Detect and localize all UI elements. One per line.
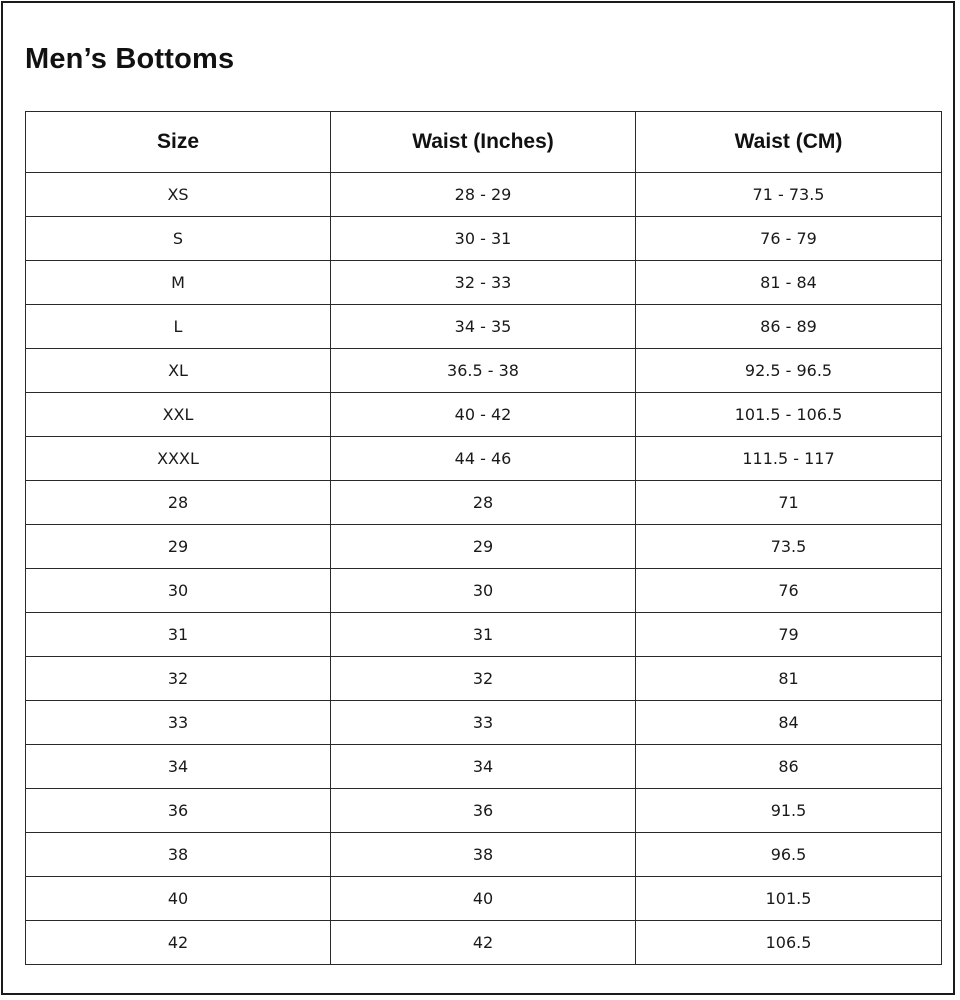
table-row bbox=[26, 569, 942, 613]
table-header-row bbox=[26, 112, 942, 173]
size-cell: XL bbox=[26, 349, 331, 393]
waist-inches-cell: 33 bbox=[331, 701, 636, 745]
waist-inches-cell: 36 bbox=[331, 789, 636, 833]
column-header-waist-cm: Waist (CM) bbox=[636, 112, 942, 173]
waist-inches-cell: 29 bbox=[331, 525, 636, 569]
waist-cm-cell: 73.5 bbox=[636, 525, 942, 569]
size-chart-table bbox=[25, 111, 942, 965]
size-cell: 29 bbox=[26, 525, 331, 569]
size-cell: 33 bbox=[26, 701, 331, 745]
size-cell: XXXL bbox=[26, 437, 331, 481]
waist-cm-cell: 111.5 - 117 bbox=[636, 437, 942, 481]
waist-cm-cell: 91.5 bbox=[636, 789, 942, 833]
waist-cm-cell: 76 bbox=[636, 569, 942, 613]
size-cell: XS bbox=[26, 173, 331, 217]
waist-inches-cell: 42 bbox=[331, 921, 636, 965]
waist-inches-cell: 32 bbox=[331, 657, 636, 701]
waist-cm-cell: 101.5 bbox=[636, 877, 942, 921]
waist-cm-cell: 86 - 89 bbox=[636, 305, 942, 349]
table-row bbox=[26, 525, 942, 569]
table-row bbox=[26, 349, 942, 393]
waist-inches-cell: 31 bbox=[331, 613, 636, 657]
column-header-size: Size bbox=[26, 112, 331, 173]
waist-cm-cell: 76 - 79 bbox=[636, 217, 942, 261]
table-row bbox=[26, 173, 942, 217]
table-row bbox=[26, 745, 942, 789]
waist-inches-cell: 30 bbox=[331, 569, 636, 613]
column-header-waist-inches: Waist (Inches) bbox=[331, 112, 636, 173]
waist-cm-cell: 84 bbox=[636, 701, 942, 745]
size-cell: L bbox=[26, 305, 331, 349]
waist-inches-cell: 30 - 31 bbox=[331, 217, 636, 261]
waist-inches-cell: 36.5 - 38 bbox=[331, 349, 636, 393]
waist-cm-cell: 86 bbox=[636, 745, 942, 789]
waist-inches-cell: 28 bbox=[331, 481, 636, 525]
table-row bbox=[26, 305, 942, 349]
size-cell: XXL bbox=[26, 393, 331, 437]
size-cell: 30 bbox=[26, 569, 331, 613]
table-row bbox=[26, 613, 942, 657]
waist-inches-cell: 32 - 33 bbox=[331, 261, 636, 305]
waist-cm-cell: 71 - 73.5 bbox=[636, 173, 942, 217]
waist-inches-cell: 40 - 42 bbox=[331, 393, 636, 437]
size-cell: 36 bbox=[26, 789, 331, 833]
table-row bbox=[26, 833, 942, 877]
table-row bbox=[26, 657, 942, 701]
table-row bbox=[26, 481, 942, 525]
size-cell: 34 bbox=[26, 745, 331, 789]
size-cell: S bbox=[26, 217, 331, 261]
table-row bbox=[26, 437, 942, 481]
size-cell: 40 bbox=[26, 877, 331, 921]
waist-inches-cell: 38 bbox=[331, 833, 636, 877]
table-row bbox=[26, 789, 942, 833]
size-cell: 38 bbox=[26, 833, 331, 877]
page-title: Men’s Bottoms bbox=[25, 43, 235, 75]
size-cell: 32 bbox=[26, 657, 331, 701]
table-row bbox=[26, 701, 942, 745]
waist-cm-cell: 106.5 bbox=[636, 921, 942, 965]
table-row bbox=[26, 261, 942, 305]
waist-inches-cell: 44 - 46 bbox=[331, 437, 636, 481]
waist-cm-cell: 79 bbox=[636, 613, 942, 657]
size-cell: 28 bbox=[26, 481, 331, 525]
waist-inches-cell: 40 bbox=[331, 877, 636, 921]
size-cell: M bbox=[26, 261, 331, 305]
table-row bbox=[26, 877, 942, 921]
waist-cm-cell: 81 bbox=[636, 657, 942, 701]
size-cell: 31 bbox=[26, 613, 331, 657]
waist-cm-cell: 92.5 - 96.5 bbox=[636, 349, 942, 393]
waist-inches-cell: 34 - 35 bbox=[331, 305, 636, 349]
waist-cm-cell: 81 - 84 bbox=[636, 261, 942, 305]
table-row bbox=[26, 393, 942, 437]
table-row bbox=[26, 217, 942, 261]
waist-cm-cell: 96.5 bbox=[636, 833, 942, 877]
size-chart-frame bbox=[1, 1, 955, 995]
waist-inches-cell: 28 - 29 bbox=[331, 173, 636, 217]
size-cell: 42 bbox=[26, 921, 331, 965]
waist-cm-cell: 71 bbox=[636, 481, 942, 525]
table-row bbox=[26, 921, 942, 965]
waist-inches-cell: 34 bbox=[331, 745, 636, 789]
waist-cm-cell: 101.5 - 106.5 bbox=[636, 393, 942, 437]
